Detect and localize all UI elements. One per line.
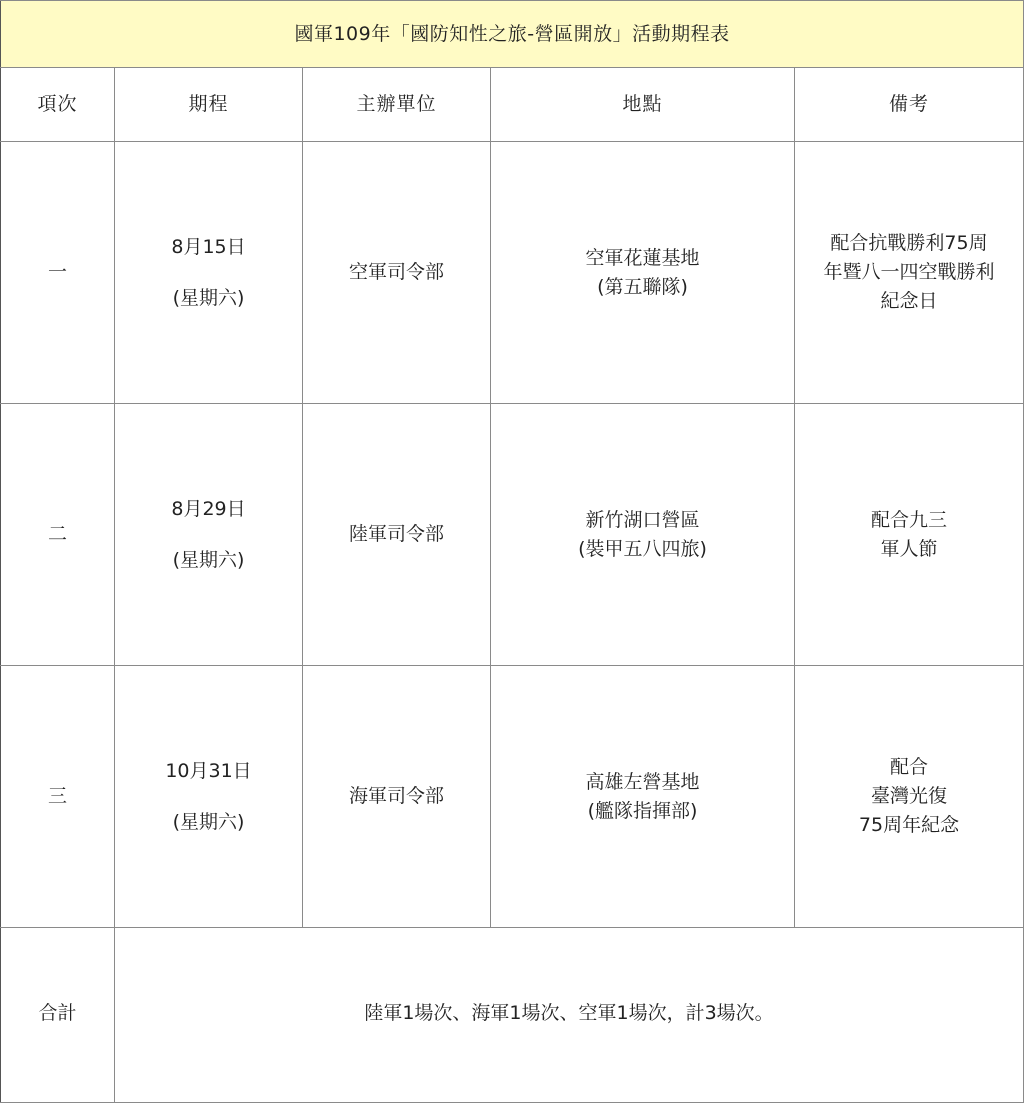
organizer-cell: 海軍司令部 — [303, 666, 491, 928]
title-row — [1, 1, 1024, 68]
organizer-cell: 空軍司令部 — [303, 142, 491, 404]
remarks-line: 配合 — [890, 756, 929, 778]
header-row — [1, 68, 1024, 142]
organizer-cell: 陸軍司令部 — [303, 404, 491, 666]
location-name: 新竹湖口營區 — [585, 508, 700, 531]
remarks-line: 配合抗戰勝利75周 — [830, 232, 988, 254]
location-name: 高雄左營基地 — [585, 770, 700, 793]
location-cell — [491, 404, 795, 666]
date-text: 8月15日 — [171, 235, 246, 258]
remarks-cell — [795, 142, 1024, 404]
location-cell — [491, 666, 795, 928]
remarks-cell — [795, 666, 1024, 928]
weekday-text: (星期六) — [172, 810, 245, 833]
location-name: 空軍花蓮基地 — [585, 246, 700, 269]
location-cell — [491, 142, 795, 404]
total-summary: 陸軍1場次、海軍1場次、空軍1場次，計3場次。 — [115, 928, 1024, 1103]
header-schedule: 期程 — [115, 68, 303, 142]
date-text: 10月31日 — [165, 759, 252, 782]
table-row — [1, 666, 1024, 928]
weekday-text: (星期六) — [172, 548, 245, 571]
header-organizer: 主辦單位 — [303, 68, 491, 142]
schedule-cell — [115, 142, 303, 404]
table-title: 國軍109年「國防知性之旅-營區開放」活動期程表 — [1, 1, 1024, 68]
schedule-cell — [115, 404, 303, 666]
header-remarks: 備考 — [795, 68, 1024, 142]
header-item: 項次 — [1, 68, 115, 142]
location-unit: (第五聯隊) — [597, 275, 688, 298]
schedule-cell — [115, 666, 303, 928]
table-row — [1, 404, 1024, 666]
remarks-line: 軍人節 — [880, 537, 938, 560]
item-cell: 一 — [1, 142, 115, 404]
table-row — [1, 142, 1024, 404]
date-text: 8月29日 — [171, 497, 246, 520]
item-cell: 二 — [1, 404, 115, 666]
remarks-line: 紀念日 — [880, 290, 938, 312]
total-row — [1, 928, 1024, 1103]
remarks-line: 臺灣光復 — [871, 785, 948, 807]
weekday-text: (星期六) — [172, 286, 245, 309]
remarks-line: 年暨八一四空戰勝利 — [823, 261, 995, 283]
remarks-line: 75周年紀念 — [858, 814, 960, 836]
remarks-line: 配合九三 — [871, 508, 948, 531]
item-cell: 三 — [1, 666, 115, 928]
total-label: 合計 — [1, 928, 115, 1103]
location-unit: (裝甲五八四旅) — [578, 537, 707, 560]
header-location: 地點 — [491, 68, 795, 142]
location-unit: (艦隊指揮部) — [587, 799, 698, 822]
remarks-cell — [795, 404, 1024, 666]
